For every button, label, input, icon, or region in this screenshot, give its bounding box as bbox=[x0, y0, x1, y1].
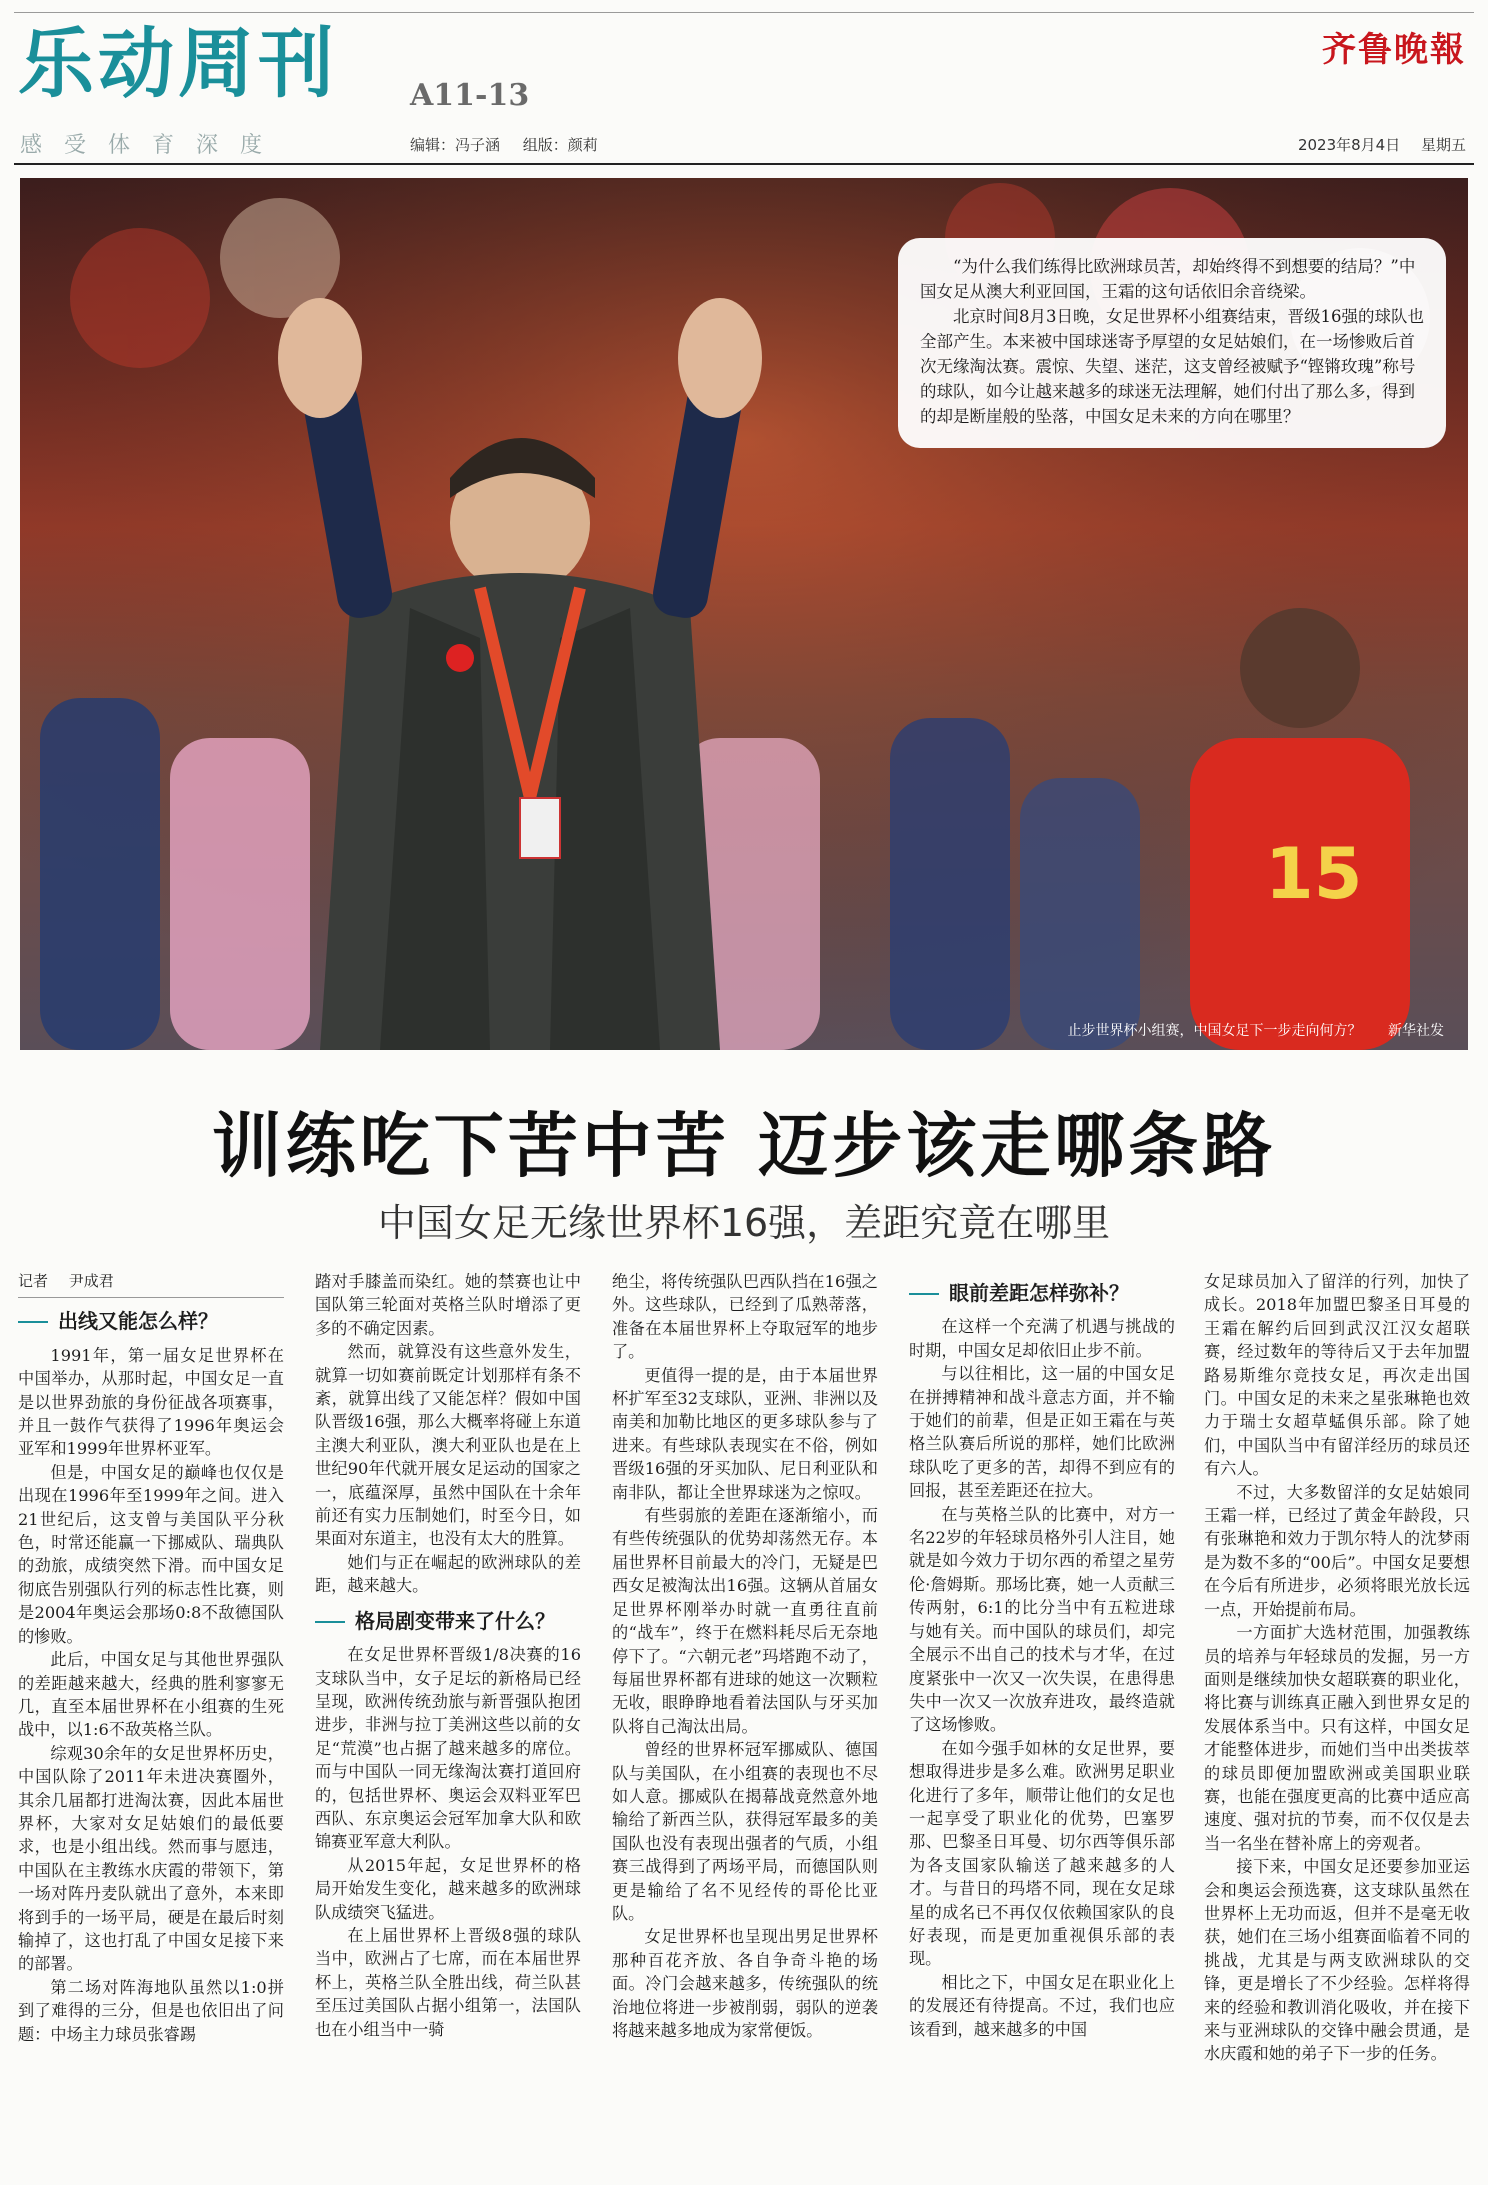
section-tagline: 感受体育深度 bbox=[20, 133, 285, 158]
paragraph: 然而，就算没有这些意外发生，就算一切如赛前既定计划那样有条不紊，就算出线了又能怎样？假如中国队晋级16强，那么大概率将碰上东道主澳大利亚队，澳大利亚队也是在上世纪90年代就开展女足运动的国家之一，底蕴深厚，虽然中国队在十余年前还有实力压制她们，时至今日，如果面对东道主，也没有太大的胜算。 bbox=[315, 1342, 581, 1549]
paragraph: 绝尘，将传统强队巴西队挡在16强之外。这些球队，已经到了瓜熟蒂落，准备在本届世界杯上夺取冠军的地步了。 bbox=[612, 1272, 878, 1362]
column-3 bbox=[612, 1270, 878, 2175]
paragraph: 一方面扩大选材范围，加强教练员的培养与年轻球员的发掘，另一方面则是继续加快女超联赛的职业化，将比赛与训练真正融入到世界女足的发展体系当中。只有这样，中国女足才能整体进步，而她们当中出类拔萃的球员即便加盟欧洲或美国职业联赛，也能在强度更高的比赛中适应高速度、强对抗的节奏，而不仅仅是去当一名坐在替补席上的旁观者。 bbox=[1204, 1623, 1470, 1853]
page-range: A11-13 bbox=[410, 78, 530, 113]
paragraph: 从2015年起，女足世界杯的格局开始发生变化，越来越多的欧洲球队成绩突飞猛进。 bbox=[315, 1855, 581, 1922]
paragraph: 她们与正在崛起的欧洲球队的差距，越来越大。 bbox=[315, 1552, 581, 1596]
paragraph: 此后，中国女足与其他世界强队的差距越来越大，经典的胜利寥寥无几，直至本届世界杯在小组赛的生死战中，以1:6不敌英格兰队。 bbox=[18, 1650, 284, 1740]
headline: 训练吃下苦中苦 迈步该走哪条路 bbox=[211, 1104, 1277, 1187]
paragraph: 在女足世界杯晋级1/8决赛的16支球队当中，女子足坛的新格局已经呈现，欧洲传统劲旅与新晋强队抱团进步，非洲与拉丁美洲这些以前的女足“荒漠”也占据了越来越多的席位。而与中国队一同无缘淘汰赛打道回府的，包括世界杯、奥运会双料亚军巴西队、东京奥运会冠军加拿大队和欧锦赛亚军意大利队。 bbox=[315, 1645, 581, 1852]
section-heading: 出线又能怎么样？ bbox=[18, 1310, 284, 1333]
paragraph: 在与英格兰队的比赛中，对方一名22岁的年轻球员格外引人注目，她就是如今效力于切尔西的希望之星劳伦·詹姆斯。那场比赛，她一人贡献三传两射，6:1的比分当中有五粒进球与她有关。而中国队的球员们，却完全展示不出自己的技术与才华，在过度紧张中一次又一次失误，在患得患失中一次又一次放弃进攻，最终造就了这场惨败。 bbox=[909, 1504, 1175, 1735]
intro-para: “为什么我们练得比欧洲球员苦，却始终得不到想要的结局？”中国女足从澳大利亚回国，王霜的这句话依旧余音绕梁。 bbox=[920, 257, 1416, 301]
dateline bbox=[1282, 134, 1466, 155]
paragraph: 相比之下，中国女足在职业化上的发展还有待提高。不过，我们也应该看到，越来越多的中国 bbox=[909, 1972, 1175, 2039]
paragraph: 1991年，第一届女足世界杯在中国举办，从那时起，中国女足一直是以世界劲旅的身份征战各项赛事，并且一鼓作气获得了1996年奥运会亚军和1999年世界杯亚军。 bbox=[18, 1345, 284, 1459]
layout-name: 组版：颜莉 bbox=[522, 136, 598, 154]
editor-credits bbox=[410, 134, 616, 155]
photo-caption-text: 止步世界杯小组赛，中国女足下一步走向何方？ bbox=[1067, 1023, 1362, 1039]
paragraph: 更值得一提的是，由于本届世界杯扩军至32支球队，亚洲、非洲以及南美和加勒比地区的更多球队参与了进来。有些球队表现实在不俗，例如晋级16强的牙买加队、尼日利亚队和南非队，都让全世界球迷为之惊叹。 bbox=[612, 1365, 878, 1502]
paragraph: 曾经的世界杯冠军挪威队、德国队与美国队，在小组赛的表现也不尽如人意。挪威队在揭幕战竟然意外地输给了新西兰队，获得冠军最多的美国队也没有表现出强者的气质，小组赛三战得到了两场平局，而德国队则更是输给了名不见经传的哥伦比亚队。 bbox=[612, 1740, 878, 1923]
top-rule bbox=[14, 12, 1474, 13]
article-body bbox=[18, 1270, 1470, 2175]
paragraph: 在这样一个充满了机遇与挑战的时期，中国女足却依旧止步不前。 bbox=[909, 1317, 1175, 1360]
paragraph: 第二场对阵海地队虽然以1:0拼到了难得的三分，但是也依旧出了问题：中场主力球员张睿踢 bbox=[18, 1977, 284, 2044]
jersey-number: 15 bbox=[1265, 833, 1363, 915]
column-5 bbox=[1204, 1270, 1470, 2175]
subheadline: 中国女足无缘世界杯16强，差距究竟在哪里 bbox=[377, 1201, 1111, 1245]
section-heading: 格局剧变带来了什么？ bbox=[315, 1610, 581, 1633]
lead-photo bbox=[20, 178, 1468, 1050]
section-title: 乐动周刊 bbox=[18, 19, 338, 108]
paragraph: 但是，中国女足的巅峰也仅仅是出现在1996年至1999年之间。进入21世纪后，这支曾与美国队平分秋色，时常还能赢一下挪威队、瑞典队的劲旅，成绩突然下滑。而中国女足彻底告别强队行列的标志性比赛，则是2004年奥运会那场0:8不敌德国队的惨败。 bbox=[18, 1462, 284, 1646]
byline-label: 记者 bbox=[18, 1272, 49, 1290]
paragraph: 与以往相比，这一届的中国女足在拼搏精神和战斗意志方面，并不输于她们的前辈，但是正如王霜在与英格兰队赛后所说的那样，她们比欧洲球队吃了更多的苦，却得不到应有的回报，甚至差距还在拉大。 bbox=[909, 1364, 1175, 1501]
paragraph: 综观30余年的女足世界杯历史，中国队除了2011年未进决赛圈外，其余几届都打进淘汰赛，因此本届世界杯，大家对女足姑娘们的最低要求，也是小组出线。然而事与愿违，中国队在主教练水庆霞的带领下，第一场对阵丹麦队就出了意外，本来即将到手的一场平局，硬是在最后时刻输掉了，这也打乱了中国女足接下来的部署。 bbox=[18, 1743, 284, 1974]
photo-caption bbox=[1046, 1020, 1444, 1040]
paragraph: 在上届世界杯上晋级8强的球队当中，欧洲占了七席，而在本届世界杯上，英格兰队全胜出线，荷兰队甚至压过美国队占据小组第一，法国队也在小组当中一骑 bbox=[315, 1925, 581, 2039]
editor-name: 编辑：冯子涵 bbox=[410, 136, 501, 154]
issue-date: 2023年8月4日 bbox=[1297, 136, 1401, 154]
issue-weekday: 星期五 bbox=[1420, 136, 1466, 154]
byline bbox=[18, 1270, 284, 1298]
column-1 bbox=[18, 1270, 284, 2175]
byline-name: 尹成君 bbox=[68, 1272, 114, 1290]
header-rule bbox=[14, 163, 1474, 165]
column-2 bbox=[315, 1270, 581, 2175]
intro-box bbox=[898, 238, 1446, 448]
column-4 bbox=[909, 1270, 1175, 2175]
section-masthead bbox=[18, 18, 378, 122]
intro-para: 北京时间8月3日晚，女足世界杯小组赛结束，晋级16强的球队也全部产生。本来被中国球迷寄予厚望的女足姑娘们，在一场惨败后首次无缘淘汰赛。震惊、失望、迷茫，这支曾经被赋予“铿锵玫瑰”称号的球队，如今让越来越多的球迷无法理解，她们付出了那么多，得到的却是断崖般的坠落，中国女足未来的方向在哪里？ bbox=[920, 307, 1424, 426]
newspaper-logo: 齐鲁晚報 bbox=[1322, 30, 1466, 70]
section-heading: 眼前差距怎样弥补？ bbox=[909, 1282, 1175, 1305]
paragraph: 女足世界杯也呈现出男足世界杯那种百花齐放、各自争奇斗艳的场面。冷门会越来越多，传统强队的统治地位将进一步被削弱，弱队的逆袭将越来越多地成为家常便饭。 bbox=[612, 1927, 878, 2040]
paragraph: 踏对手膝盖而染红。她的禁赛也让中国队第三轮面对英格兰队时增添了更多的不确定因素。 bbox=[315, 1272, 581, 1338]
photo-credit: 新华社发 bbox=[1388, 1023, 1444, 1039]
paragraph: 女足球员加入了留洋的行列，加快了成长。2018年加盟巴黎圣日耳曼的王霜在解约后回到武汉江汉女超联赛，经过数年的等待后又于去年加盟路易斯维尔竞技女足，再次走出国门。中国女足的未来之星张琳艳也效力于瑞士女超草蜢俱乐部。除了她们，中国队当中有留洋经历的球员还有六人。 bbox=[1204, 1272, 1470, 1479]
paragraph: 接下来，中国女足还要参加亚运会和奥运会预选赛，这支球队虽然在世界杯上无功而返，但并不是毫无收获，她们在三场小组赛面临着不同的挑战，尤其是与两支欧洲球队的交锋，更是增长了不少经验。怎样将得来的经验和教训消化吸收，并在接下来与亚洲球队的交锋中融会贯通，是水庆霞和她的弟子下一步的任务。 bbox=[1204, 1857, 1470, 2064]
paragraph: 有些弱旅的差距在逐渐缩小，而有些传统强队的优势却荡然无存。本届世界杯目前最大的冷门，无疑是巴西女足被淘汰出16强。这辆从首届女足世界杯刚举办时就一直勇往直前的“战车”，终于在燃料耗尽后无奈地停下了。“六朝元老”玛塔跑不动了，每届世界杯都有进球的她这一次颗粒无收，眼睁睁地看着法国队与牙买加队将自己淘汰出局。 bbox=[612, 1506, 878, 1736]
paragraph: 在如今强手如林的女足世界，要想取得进步是多么难。欧洲男足职业化进行了多年，顺带让他们的女足也一起享受了职业化的优势，巴塞罗那、巴黎圣日耳曼、切尔西等俱乐部为各支国家队输送了越来越多的人才。与昔日的玛塔不同，现在女足球星的成名已不再仅仅依赖国家队的良好表现，而是更加重视俱乐部的表现。 bbox=[909, 1738, 1175, 1969]
paragraph: 不过，大多数留洋的女足姑娘同王霜一样，已经过了黄金年龄段，只有张琳艳和效力于凯尔特人的沈梦雨是为数不多的“00后”。中国女足要想在今后有所进步，必须将眼光放长远一点，开始提前布局。 bbox=[1204, 1482, 1470, 1619]
